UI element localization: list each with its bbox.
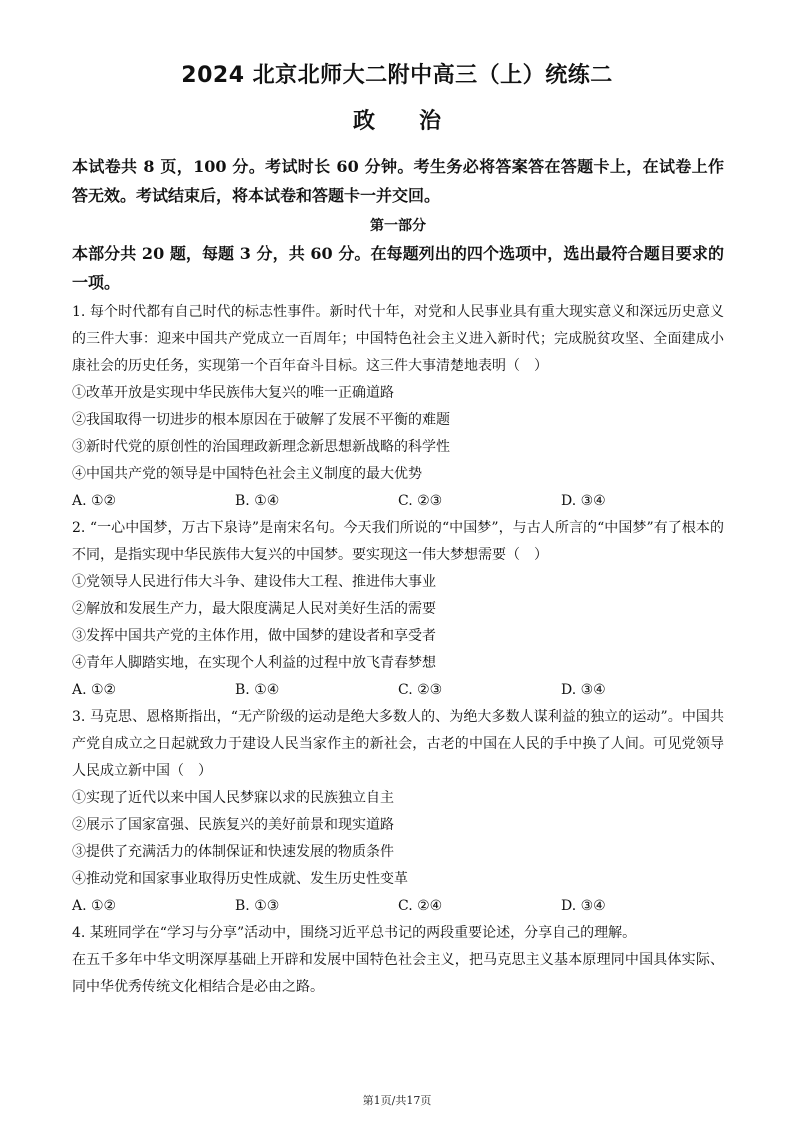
choice-a: A. ①② [72,898,117,914]
question-statement: ②展示了国家富强、民族复兴的美好前景和现实道路 [72,817,394,833]
question-statement: ③发挥中国共产党的主体作用，做中国梦的建设者和享受者 [72,628,436,644]
answer-choices [72,488,724,515]
question-3 [72,704,724,920]
answer-choices [72,677,724,704]
question-statement: ③提供了充满活力的体制保证和快速发展的物质条件 [72,844,394,860]
question-statement: ④青年人脚踏实地，在实现个人利益的过程中放飞青春梦想 [72,655,436,671]
choice-d: D. ③④ [561,682,606,698]
question-stem: 2. “一心中国梦，万古下泉诗”是南宋名句。今天我们所说的“中国梦”，与古人所言的“中国梦”有了根本的不同，是指实现中华民族伟大复兴的中国梦。要实现这一伟大梦想需要（ ） [72,520,724,563]
choice-b: B. ①④ [235,682,280,698]
choice-b: B. ①④ [235,493,280,509]
section-note: 本部分共 20 题，每题 3 分，共 60 分。在每题列出的四个选项中，选出最符合题目要求的一项。 [72,244,724,292]
question-statement: ②解放和发展生产力，最大限度满足人民对美好生活的需要 [72,601,436,617]
choice-a: A. ①② [72,493,117,509]
page-indicator: 第1页/共17页 [362,1094,432,1107]
question-stem: 4. 某班同学在“学习与分享”活动中，围绕习近平总书记的两段重要论述，分享自己的理解。 [72,925,637,941]
choice-a: A. ①② [72,682,117,698]
question-statement: ③新时代党的原创性的治国理政新理念新思想新战略的科学性 [72,439,450,455]
question-2 [72,515,724,704]
choice-c: C. ②③ [398,493,443,509]
choice-c: C. ②③ [398,682,443,698]
question-statement: ①实现了近代以来中国人民梦寐以求的民族独立自主 [72,790,394,806]
exam-subject: 政治 [352,109,485,134]
choice-d: D. ③④ [561,493,606,509]
choice-b: B. ①③ [235,898,280,914]
question-statement: ①党领导人民进行伟大斗争、建设伟大工程、推进伟大事业 [72,574,436,590]
question-statement: ④推动党和国家事业取得历史性成就、发生历史性变革 [72,871,408,887]
answer-choices [72,893,724,920]
choice-d: D. ③④ [561,898,606,914]
question-4 [72,920,724,1001]
question-stem: 3. 马克思、恩格斯指出，“无产阶级的运动是绝大多数人的、为绝大多数人谋利益的独立的运动”。中国共产党自成立之日起就致力于建设人民当家作主的新社会，古老的中国在人民的手中换了人间。可见党领导人民成立新中国（ ） [72,709,724,779]
exam-title: 2024 北京北师大二附中高三（上）统练二 [181,63,613,88]
question-1 [72,299,724,515]
section-heading: 第一部分 [370,218,426,234]
exam-content [72,152,724,1001]
question-quote: 在五千多年中华文明深厚基础上开辟和发展中国特色社会主义，把马克思主义基本原理同中国具体实际、同中华优秀传统文化相结合是必由之路。 [72,952,724,995]
choice-c: C. ②④ [398,898,443,914]
question-statement: ④中国共产党的领导是中国特色社会主义制度的最大优势 [72,466,422,482]
exam-instructions: 本试卷共 8 页，100 分。考试时长 60 分钟。考生务必将答案答在答题卡上，在试卷上作答无效。考试结束后，将本试卷和答题卡一并交回。 [72,157,724,205]
question-statement: ①改革开放是实现中华民族伟大复兴的唯一正确道路 [72,385,394,401]
question-statement: ②我国取得一切进步的根本原因在于破解了发展不平衡的难题 [72,412,450,428]
question-stem: 1. 每个时代都有自己时代的标志性事件。新时代十年，对党和人民事业具有重大现实意义和深远历史意义的三件大事：迎来中国共产党成立一百周年；中国特色社会主义进入新时代；完成脱贫攻坚、全面建成小康社会的历史任务，实现第一个百年奋斗目标。这三件大事清楚地表明（ ） [72,304,724,374]
